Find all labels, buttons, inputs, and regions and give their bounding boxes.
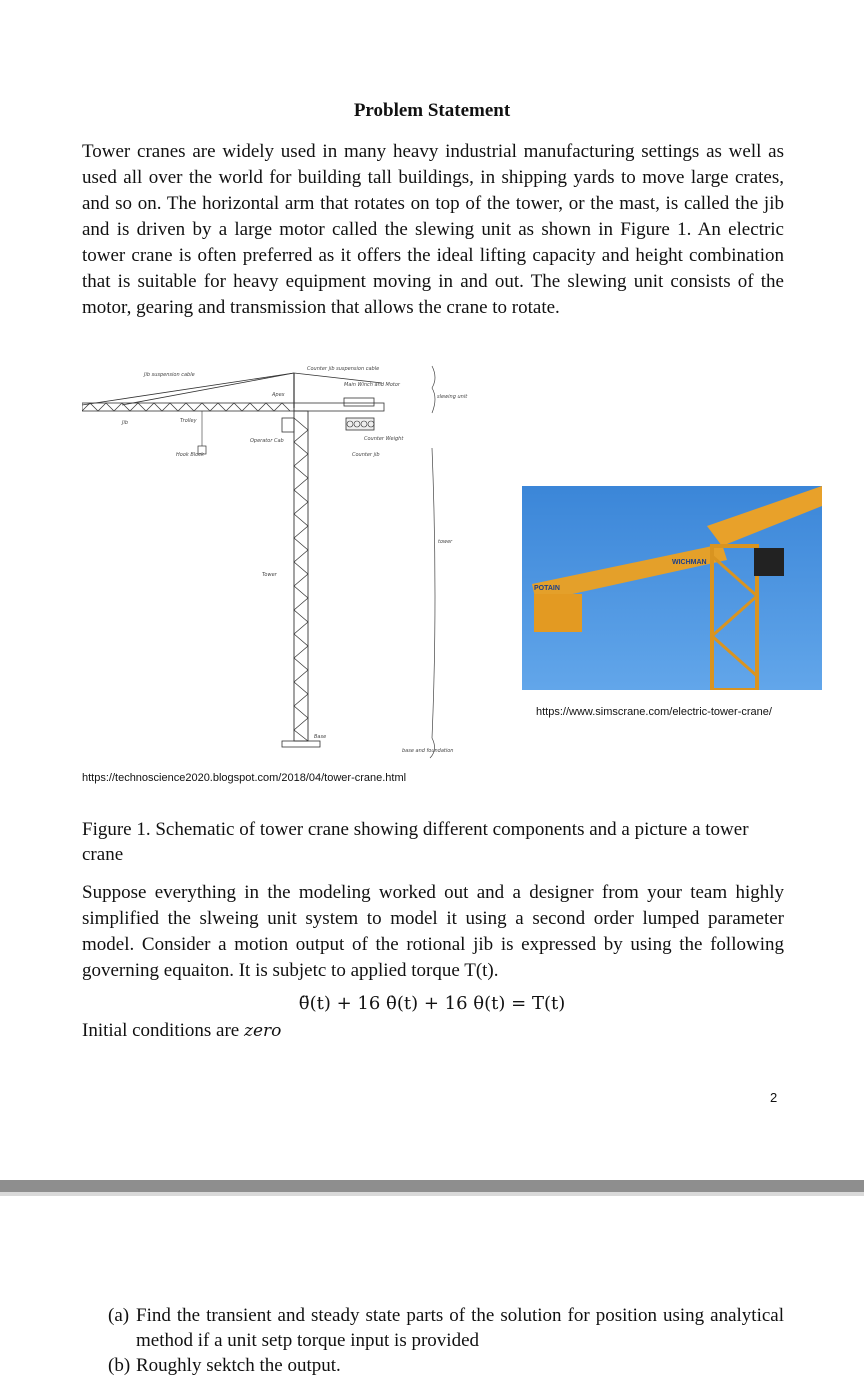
- label-counter-jib-suspension-cable: Counter jib suspension cable: [307, 366, 380, 372]
- label-apex: Apex: [272, 392, 285, 398]
- question-item: [108, 1353, 784, 1378]
- model-paragraph: Suppose everything in the modeling worked out and a designer from your team highly simplified the slweing unit system to model it using a second order lumped parameter model. Consider a motion output of the rotional jib is expressed by using the following governing equaiton. It is subjetc to applied torque T(t).: [82, 882, 784, 981]
- crane-photo: [522, 486, 822, 690]
- problem-heading: Problem Statement: [353, 100, 511, 121]
- question-label: (b): [108, 1355, 131, 1376]
- label-base: Base: [314, 734, 327, 740]
- label-counter-jib: Counter jib: [352, 452, 380, 458]
- intro-paragraph: Tower cranes are widely used in many heavy industrial manufacturing settings as well as used all over the world for building tall buildings, in shipping yards to move large crates, and so on. The horizontal arm that rotates on top of the tower, or the mast, is called the jib and is driven by a large motor called the slewing unit as shown in Figure 1. An electric tower crane is often preferred as it offers the ideal lifting capacity and height combination that is suitable for heavy equipment moving in and out. The slewing unit consists of the motor, gearing and transmission that allows the crane to rotate.: [82, 141, 784, 318]
- label-operator-cab: Operator Cab: [250, 438, 284, 444]
- question-list: [108, 1303, 784, 1378]
- figure-caption: Figure 1. Schematic of tower crane showing different components and a picture a tower crane: [82, 819, 749, 865]
- question-text: Roughly sektch the output.: [136, 1355, 341, 1376]
- question-item: [108, 1303, 784, 1353]
- initial-conditions: [82, 1020, 281, 1042]
- label-jib-suspension-cable: Jib suspension cable: [144, 372, 195, 378]
- page-separator: [0, 1180, 864, 1192]
- label-slewing-unit: slewing unit: [437, 394, 468, 400]
- initial-value: zero: [243, 1021, 282, 1041]
- crane-schematic: [82, 358, 502, 768]
- photo-brand-cab: WICHMAN: [672, 559, 707, 566]
- label-base-foundation: base and foundation: [402, 748, 454, 754]
- question-label: (a): [108, 1305, 130, 1326]
- label-tower: Tower: [262, 572, 277, 578]
- label-tower-side: tower: [438, 539, 453, 545]
- label-trolley: Trolley: [180, 418, 197, 424]
- page-separator-shadow: [0, 1192, 864, 1196]
- label-jib: Jib: [122, 420, 129, 426]
- label-main-winch-motor: Main Winch and Motor: [344, 382, 400, 388]
- question-text: Find the transient and steady state parts of the solution for position using analytical method if a unit setp torque input is provided: [136, 1305, 784, 1351]
- page-number: 2: [770, 1090, 778, 1105]
- initial-prefix: Initial conditions are: [82, 1020, 244, 1041]
- photo-source-url[interactable]: https://www.simscrane.com/electric-tower-crane/: [536, 706, 772, 718]
- label-hook-block: Hook Block: [176, 452, 204, 458]
- diagram-source-url[interactable]: https://technoscience2020.blogspot.com/2018/04/tower-crane.html: [82, 772, 407, 784]
- photo-brand-left: POTAIN: [534, 585, 560, 592]
- label-counter-weight: Counter Weight: [364, 436, 404, 442]
- governing-equation: θ̈(t) + 16 θ̇(t) + 16 θ(t) = T(t): [298, 993, 566, 1014]
